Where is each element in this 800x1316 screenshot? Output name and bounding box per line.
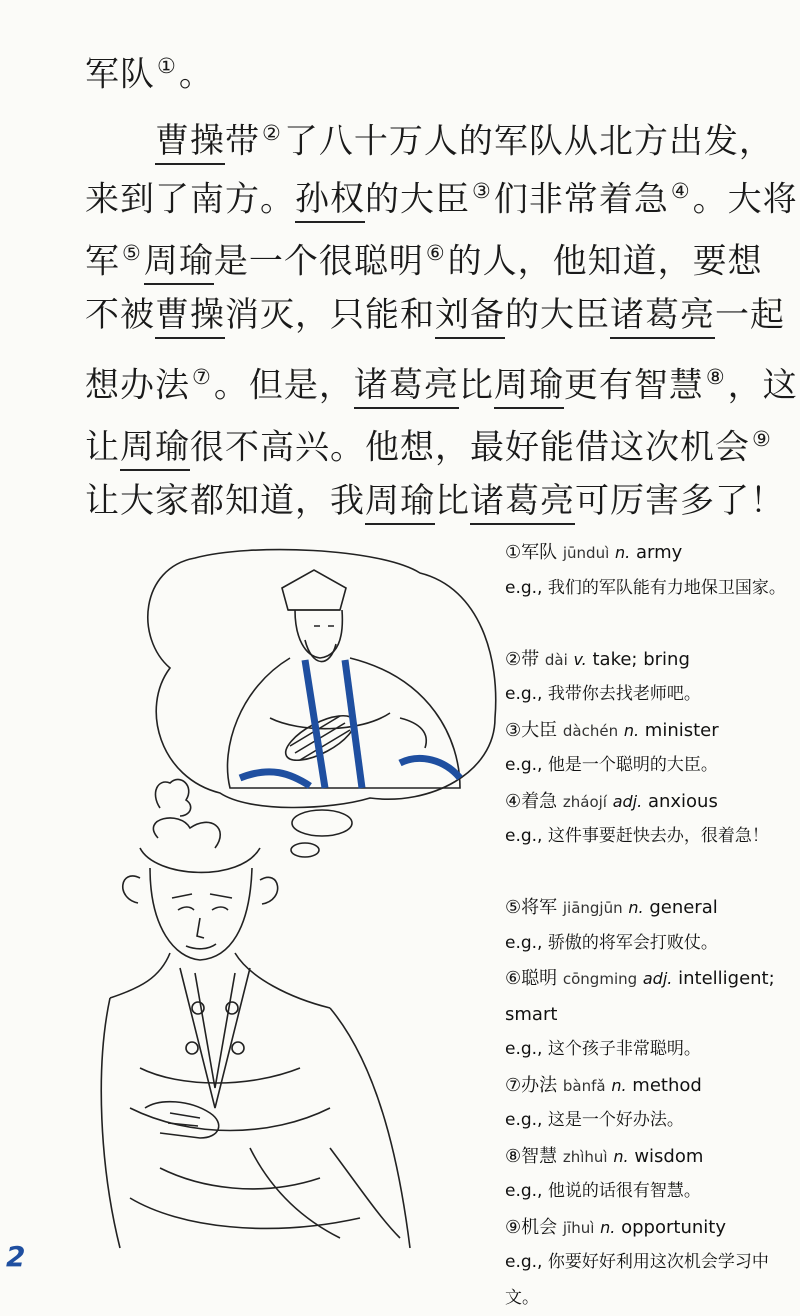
illustration: [100, 548, 500, 1258]
vocab-english: intelligent;: [678, 968, 775, 989]
vocab-pinyin: dài: [544, 650, 568, 669]
vocab-word: 机会: [521, 1216, 558, 1238]
story-text-segment: 可厉害多了！: [575, 481, 785, 521]
story-line: [85, 225, 785, 281]
proper-name: 孙权: [295, 179, 365, 223]
vocab-english: method: [632, 1074, 702, 1096]
vocab-word: 着急: [521, 790, 558, 812]
vocab-entry: [505, 1068, 795, 1104]
footnote-marker: ①: [157, 54, 177, 78]
vocab-pinyin: dàchén: [562, 721, 619, 740]
vocab-pinyin: cōngming: [562, 970, 638, 988]
vocab-number: ⑨: [505, 1216, 522, 1238]
story-text-segment: 消灭，只能和: [225, 295, 435, 335]
story-line: [85, 349, 798, 406]
story-text-segment: 的人，他知道，要想: [447, 241, 763, 282]
vocab-english: take; bring: [592, 648, 690, 670]
story-text-segment: 们非常着急: [493, 179, 669, 220]
proper-name: 周瑜: [365, 481, 435, 525]
story-line: [85, 38, 785, 94]
story-text-segment: [85, 121, 155, 161]
vocab-number: ①: [505, 542, 522, 563]
story-text-segment: 更有智慧: [563, 365, 704, 406]
vocab-entry: [505, 890, 795, 926]
footnote-marker: ④: [670, 179, 691, 203]
vocab-english: wisdom: [634, 1145, 704, 1167]
vocab-entry: [505, 1139, 795, 1175]
story-text-segment: ，这: [727, 365, 798, 406]
proper-name: 诸葛亮: [610, 295, 715, 339]
footnote-marker: ⑥: [425, 241, 446, 265]
vocab-english: opportunity: [621, 1216, 726, 1238]
story-line: [85, 287, 785, 343]
story-text-segment: 想办法: [85, 365, 190, 406]
vocab-pinyin: jūnduì: [562, 544, 610, 562]
story-text-segment: 很不高兴。他想，最好能借这次机会: [190, 427, 750, 468]
zhouyu-zhugeliang-illustration: [100, 548, 500, 1258]
footnote-marker: ⑦: [192, 365, 212, 389]
vocab-english: minister: [644, 719, 719, 741]
vocab-pinyin: jiāngjūn: [562, 899, 623, 917]
proper-name: 诸葛亮: [470, 481, 575, 525]
story-text-segment: 比: [435, 481, 470, 521]
vocab-example: e.g., 这个孩子非常聪明。: [505, 1039, 701, 1059]
story-text-segment: 不被: [85, 295, 155, 335]
story-text-segment: 。大将: [692, 179, 798, 220]
vocab-part-of-speech: adj.: [612, 791, 643, 811]
vocab-entry: [505, 1210, 795, 1246]
proper-name: 周瑜: [120, 427, 190, 471]
footnote-marker: ⑧: [705, 365, 726, 389]
vocab-word: 智慧: [521, 1145, 558, 1167]
vocab-number: ⑦: [505, 1074, 522, 1096]
story-text-segment: 的大臣: [365, 179, 470, 220]
vocab-part-of-speech: n.: [628, 898, 644, 917]
vocab-number: ③: [505, 719, 522, 741]
story-text-segment: 军队: [85, 54, 155, 95]
vocab-word: 办法: [521, 1074, 558, 1096]
vocab-part-of-speech: n.: [600, 1217, 616, 1237]
vocab-english: anxious: [647, 790, 718, 812]
vocab-pinyin: zháojí: [562, 792, 607, 811]
footnote-marker: ②: [262, 121, 282, 145]
story-line: [85, 411, 785, 467]
vocab-example: e.g., 这是一个好办法。: [505, 1110, 684, 1130]
vocab-pinyin: jīhuì: [562, 1218, 595, 1237]
story-text-segment: 的大臣: [505, 295, 610, 335]
story-line: [85, 105, 785, 161]
vocab-number: ⑧: [505, 1145, 522, 1167]
vocab-entry: [505, 642, 795, 678]
proper-name: 刘备: [435, 295, 505, 339]
story-text-segment: 军: [85, 241, 120, 282]
vocab-part-of-speech: n.: [611, 1075, 627, 1095]
story-text-segment: 。: [178, 54, 214, 95]
story-text-segment: 是一个很聪明: [213, 241, 424, 282]
story-text-segment: 来到了南方。: [85, 179, 295, 220]
vocab-english: army: [635, 542, 683, 563]
vocab-english-continued: smart: [505, 1003, 558, 1025]
vocab-example: e.g., 他是一个聪明的大臣。: [505, 755, 718, 775]
vocab-part-of-speech: n.: [615, 543, 631, 562]
vocab-word: 聪明: [521, 968, 558, 989]
vocab-example: e.g., 他说的话很有智慧。: [505, 1181, 701, 1201]
vocab-entry: [505, 713, 795, 749]
story-text-segment: 带: [225, 121, 260, 162]
story-text-segment: 了八十万人的军队从北方出发，: [283, 121, 774, 162]
vocab-part-of-speech: n.: [613, 1146, 629, 1166]
story-line: [85, 473, 785, 529]
story-text-segment: 让: [85, 427, 120, 468]
footnote-marker: ⑤: [122, 241, 142, 265]
story-line: [85, 163, 798, 220]
story-text-segment: 。但是，: [213, 365, 354, 406]
vocab-number: ⑥: [505, 968, 522, 989]
vocab-entry: [505, 961, 795, 997]
proper-name: 诸葛亮: [354, 365, 459, 409]
vocab-pinyin: zhìhuì: [562, 1147, 608, 1166]
vocab-number: ④: [505, 790, 522, 812]
vocab-number: ⑤: [505, 897, 522, 918]
vocab-example: e.g., 你要好好利用这次机会学习中文。: [505, 1252, 769, 1308]
vocab-part-of-speech: n.: [623, 720, 640, 740]
vocab-part-of-speech: adj.: [642, 969, 673, 988]
vocab-example: e.g., 这件事要赶快去办，很着急！: [505, 826, 769, 846]
proper-name: 周瑜: [494, 365, 564, 409]
vocab-example: e.g., 我带你去找老师吧。: [505, 684, 701, 704]
footnote-marker: ③: [472, 179, 492, 203]
vocab-number: ②: [505, 648, 522, 670]
vocab-pinyin: bànfǎ: [562, 1076, 606, 1095]
vocab-word: 将军: [521, 897, 558, 918]
vocab-word: 军队: [521, 542, 558, 563]
vocab-example: e.g., 我们的军队能有力地保卫国家。: [505, 577, 786, 598]
vocab-entry: [505, 535, 795, 571]
story-text-segment: 比: [458, 365, 494, 406]
story-text-segment: 让大家都知道，我: [85, 481, 365, 521]
vocabulary-list: [505, 535, 795, 1316]
vocab-word: 带: [521, 648, 540, 670]
story-text-segment: 一起: [715, 295, 785, 335]
vocab-example: e.g., 骄傲的将军会打败仗。: [505, 932, 718, 953]
vocab-part-of-speech: v.: [573, 649, 587, 669]
vocab-english: general: [649, 897, 718, 918]
vocab-entry: [505, 784, 795, 820]
footnote-marker: ⑨: [752, 427, 772, 451]
proper-name: 曹操: [155, 295, 225, 339]
proper-name: 曹操: [155, 121, 225, 165]
proper-name: 周瑜: [144, 241, 214, 285]
vocab-word: 大臣: [521, 719, 558, 741]
page-number: 2: [6, 1240, 26, 1273]
